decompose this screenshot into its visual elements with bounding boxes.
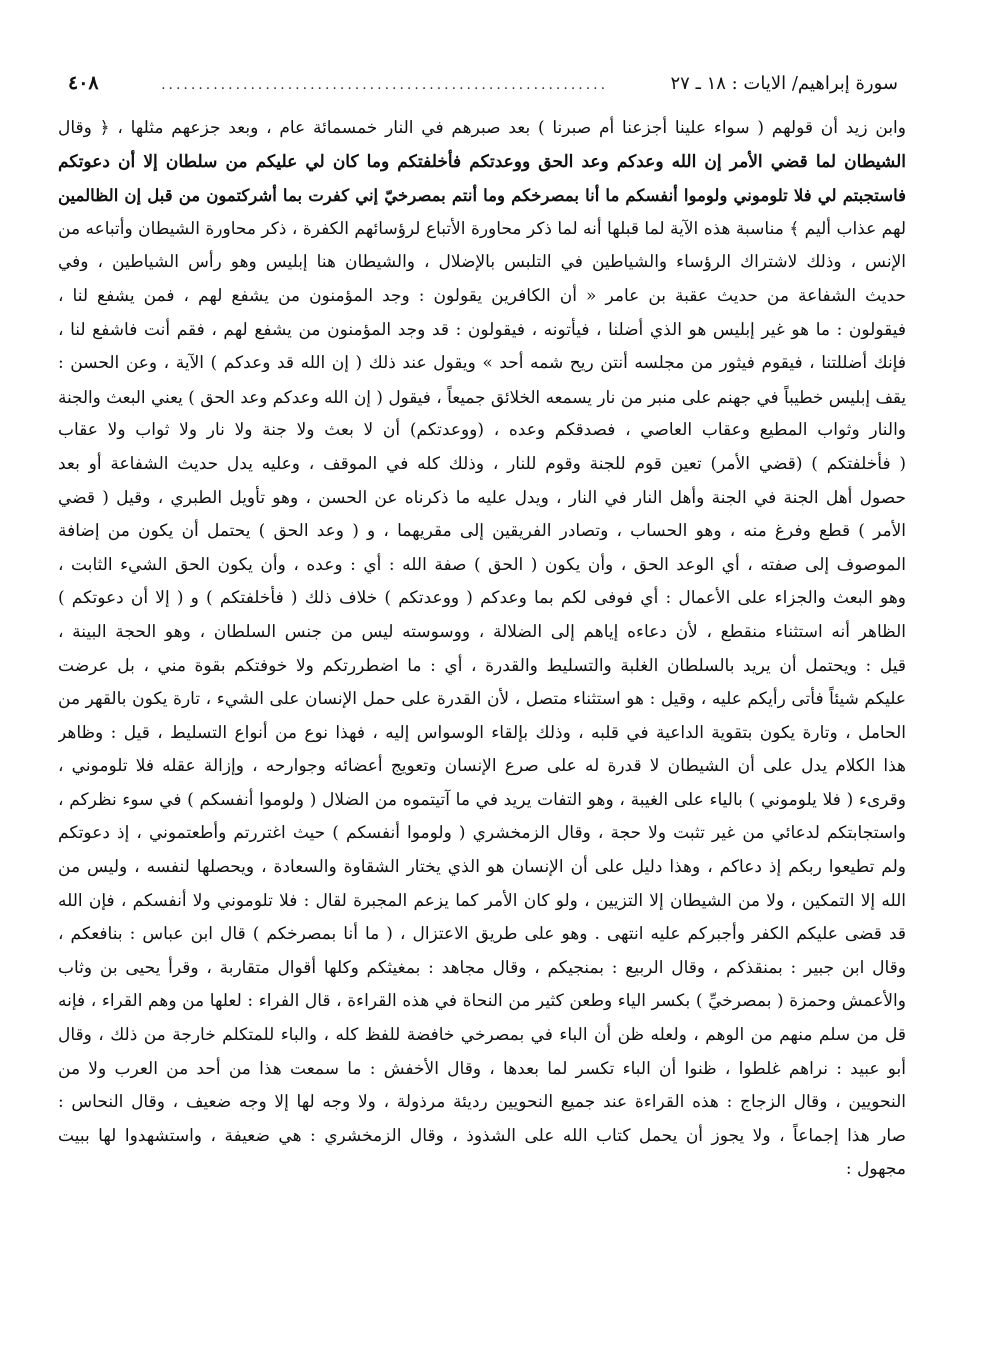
text-line: قد قضى عليكم الكفر وأجبركم عليه انتهى . وهو على طريق الاعتزال ، ( ما أنا بمصرخكم ) قال ابن عباس : بنافعكم ، [58,924,906,945]
text-line: وقال ابن جبير : بمنقذكم ، وقال الربيع : بمنجيكم ، وقال مجاهد : بمغيثكم وكلها أقوال متقاربة ، وقرأ يحيى بن وثاب [58,957,906,978]
text-line: لهم عذاب أليم ﴾ مناسبة هذه الآية لما قبلها أنه لما ذكر محاورة الأتباع لرؤسائهم الكفرة ، ذكر محاورة الشيطان وأتباعه من [58,218,906,239]
text-line: عليكم شيئاً فأتى رأيكم عليه ، وقيل : هو استثناء متصل ، لأن القدرة على حمل الإنسان على الشيء ، تارة يكون بالقهر من [58,689,906,710]
text-line: قيل : ويحتمل أن يريد بالسلطان الغلبة والتسليط والقدرة ، أي : ما اضطررتكم ولا خوفتكم بقوة مني ، بل عرضت [58,655,906,676]
text-line: هذا الكلام يدل على أن الشيطان لا قدرة له على صرع الإنسان وتعويج أعضائه وجوارحه ، وإزالة عقله فلا تلوموني ، [58,756,906,777]
text-line: ( فأخلفتكم ) (قضي الأمر) تعين قوم للجنة وقوم للنار ، وذلك كله في الموقف ، وعليه يدل حديث الشفاعة أو بعد [58,453,906,474]
text-line: فإنك أضللتنا ، فيقوم فيثور من مجلسه أنتن ريح شمه أحد » ويقول عند ذلك ( إن الله قد وعدكم ) الآية ، وعن الحسن : [58,353,906,374]
text-line: مجهول : [845,1159,906,1180]
text-line: والأعمش وحمزة ( بمصرخيِّ ) بكسر الياء وطعن كثير من النحاة في هذه القراءة ، قال الفراء : لعلها من وهم القراء ، فإنه [58,991,906,1012]
page-header [58,68,906,98]
text-line: الحامل ، وتارة يكون بتقوية الداعية في قلبه ، وذلك بإلقاء الوسواس إليه ، فهذا نوع من أنواع التسليط ، قيل : وظاهر [58,722,906,743]
text-line: الله إلا التمكين ، ولا من الشيطان إلا التزيين ، ولو كان الأمر كما يزعم المجبرة لقال : فلا تلوموني ولا أنفسكم ، فإن الله [58,890,906,911]
text-line: الشيطان لما قضي الأمر إن الله وعدكم وعد الحق ووعدتكم فأخلفتكم وما كان لي عليكم من سلطان إلا أن دعوتكم [58,151,906,172]
text-line: وابن زيد أن قولهم ( سواء علينا أجزعنا أم صبرنا ) بعد صبرهم في النار خمسمائة عام ، وبعد جزعهم مثلها ، ﴿ وقال [58,118,906,138]
text-line: النحويين ، وقال الزجاج : هذه القراءة عند جميع النحويين رديئة مرذولة ، ولا وجه لها إلا وجه ضعيف ، وقال النحاس : [58,1092,906,1113]
text-line: واستجابتكم لدعائي من غير تثبت ولا حجة ، وقال الزمخشري ( ولوموا أنفسكم ) حيث اغتررتم وأطعتموني ، إذ دعوتكم [58,823,906,844]
text-line: أبو عبيد : نراهم غلطوا ، ظنوا أن الباء تكسر لما بعدها ، وقال الأخفش : ما سمعت هذا من أحد من العرب ولا من [58,1058,906,1079]
text-line: فاستجبتم لي فلا تلوموني ولوموا أنفسكم ما أنا بمصرخكم وما أنتم بمصرخيّ إني كفرت بما أشركتمون من قبل إن الظالمين [58,186,906,206]
text-line: يقف إبليس خطيباً في جهنم على منبر من نار يسمعه الخلائق جميعاً ، فيقول ( إن الله وعدكم وعد الحق ) يعني البعث والجنة [58,386,906,407]
body-text [58,112,906,1187]
text-line: وهو البعث والجزاء على الأعمال : أي فوفى لكم بما وعدكم ( ووعدتكم ) خلاف ذلك ( فأخلفتكم ) و ( إلا أن دعوتكم ) [58,588,906,609]
page-number: ٤٠٨ [68,72,99,94]
text-line: وقرىء ( فلا يلوموني ) بالياء على الغيبة ، وهو التفات يريد في ما آتيتموه من الضلال ( ولوموا أنفسكم ) في سوء نظركم ، [58,789,906,810]
text-line: الموصوف إلى صفته ، أي الوعد الحق ، وأن يكون ( الحق ) صفة الله : أي : وعده ، وأن يكون الحق الشيء الثابت ، [58,554,906,575]
header-dot-leader: ............................................................ [161,77,609,93]
surah-title: سورة إبراهيم/ الايات : ١٨ ـ ٢٧ [670,73,898,94]
text-line: فيقولون : ما هو غير إبليس هو الذي أضلنا ، فيأتونه ، فيقولون : قد وجد المؤمنون من يشفع لهم ، فقم أنت فاشفع لنا ، [58,319,906,340]
text-line: الظاهر أنه استثناء منقطع ، لأن دعاءه إياهم إلى الضلالة ، ووسوسته ليس من جنس السلطان ، وهو الحجة البينة ، [58,621,906,642]
book-page [58,68,906,1187]
text-line: الأمر ) قطع وفرغ منه ، وهو الحساب ، وتصادر الفريقين إلى مقريهما ، و ( وعد الحق ) يحتمل أن يكون من إضافة [58,521,906,542]
text-line: حصول أهل الجنة في الجنة وأهل النار في النار ، ويدل عليه ما ذكرناه عن الحسن ، وهو تأويل الطبري ، وقيل ( قضي [58,487,906,508]
text-line: والنار وثواب المطيع وعقاب العاصي ، فصدقكم وعده ، (ووعدتكم) أن لا بعث ولا جنة ولا نار ولا ثواب ولا عقاب [58,420,906,441]
text-line: الإنس ، وذلك لاشتراك الرؤساء والشياطين في التلبس بالإضلال ، والشيطان هنا إبليس وهو رأس الشياطين ، وفي [58,252,906,273]
text-line: ولم تطيعوا ربكم إذ دعاكم ، وهذا دليل على أن الإنسان هو الذي يختار الشقاوة والسعادة ، ويحصلها لنفسه ، وليس من [58,857,906,878]
text-line: حديث الشفاعة من حديث عقبة بن عامر « أن الكافرين يقولون : وجد المؤمنون من يشفع لهم ، فمن يشفع لنا ، [58,285,906,306]
text-line: قل من سلم منهم من الوهم ، ولعله ظن أن الباء في بمصرخي خافضة للفظ كله ، والباء للمتكلم خارجة من ذلك ، وقال [58,1025,906,1046]
text-line: صار هذا إجماعاً ، ولا يجوز أن يحمل كتاب الله على الشذوذ ، وقال الزمخشري : هي ضعيفة ، واستشهدوا لها ببيت [58,1125,906,1146]
